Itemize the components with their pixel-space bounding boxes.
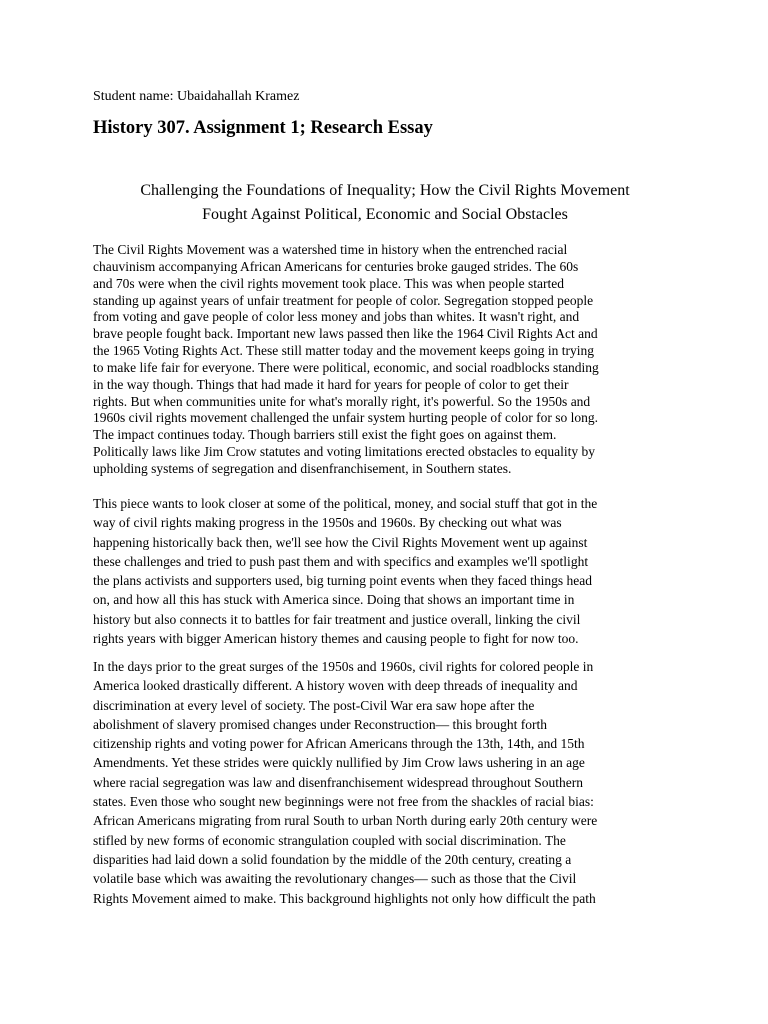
paragraph-line: history but also connects it to battles for fair treatment and justice overall, linking the civil bbox=[93, 611, 581, 627]
paragraph-line: 1960s civil rights movement challenged the unfair system hurting people of color for so long. bbox=[93, 410, 599, 426]
paragraph-line: The Civil Rights Movement was a watershed time in history when the entrenched racial bbox=[93, 242, 568, 257]
paragraph-line: rights. But when communities unite for what's morally right, it's powerful. So the 1950s and bbox=[93, 393, 591, 409]
paragraph-purpose bbox=[93, 494, 683, 648]
paragraph-line: brave people fought back. Important new laws passed then like the 1964 Civil Rights Act and bbox=[93, 326, 598, 342]
paragraph-line: states. Even those who sought new beginnings were not free from the shackles of racial bias: bbox=[93, 794, 594, 810]
paragraph-line: happening historically back then, we'll see how the Civil Rights Movement went up against bbox=[93, 534, 588, 550]
paragraph-intro bbox=[93, 242, 683, 478]
paragraph-line: citizenship rights and voting power for African Americans through the 13th, 14th, and 15th bbox=[93, 736, 585, 752]
paragraph-line: the plans activists and supporters used, big turning point events when they faced things head bbox=[93, 573, 593, 589]
paragraph-line: these challenges and tried to push past them and with specifics and examples we'll spotlight bbox=[93, 553, 589, 569]
essay-title-line: Challenging the Foundations of Inequality; How the Civil Rights Movement bbox=[140, 182, 630, 199]
paragraph-line: Rights Movement aimed to make. This background highlights not only how difficult the path bbox=[93, 890, 596, 906]
paragraph-line: way of civil rights making progress in the 1950s and 1960s. By checking out what was bbox=[93, 515, 562, 531]
paragraph-line: on, and how all this has stuck with America since. Doing that shows an important time in bbox=[93, 592, 575, 608]
paragraph-line: African Americans migrating from rural South to urban North during early 20th century were bbox=[93, 813, 598, 829]
paragraph-line: from voting and gave people of color less money and jobs than whites. It wasn't right, and bbox=[93, 309, 580, 325]
paragraph-line: Politically laws like Jim Crow statutes and voting limitations erected obstacles to equality by bbox=[93, 444, 596, 460]
essay-title bbox=[93, 179, 677, 226]
paragraph-line: to make life fair for everyone. There were political, economic, and social roadblocks standing bbox=[93, 359, 599, 375]
paragraph-line: and 70s were when the civil rights movement took place. This was when people started bbox=[93, 275, 565, 291]
paragraph-line: where racial segregation was law and disenfranchisement widespread throughout Southern bbox=[93, 774, 583, 790]
paragraph-line: upholding systems of segregation and disenfranchisement, in Southern states. bbox=[93, 460, 512, 476]
paragraph-line: America looked drastically different. A history woven with deep threads of inequality and bbox=[93, 678, 578, 694]
paragraph-line: disparities had laid down a solid foundation by the middle of the 20th century, creating a bbox=[93, 851, 572, 867]
paragraph-line: This piece wants to look closer at some of the political, money, and social stuff that got in the bbox=[93, 496, 598, 511]
paragraph-line: stifled by new forms of economic strangulation coupled with social discrimination. The bbox=[93, 832, 566, 848]
paragraph-line: in the way though. Things that had made it hard for years for people of color to get their bbox=[93, 376, 569, 392]
paragraph-line: standing up against years of unfair treatment for people of color. Segregation stopped people bbox=[93, 292, 594, 308]
paragraph-line: In the days prior to the great surges of the 1950s and 1960s, civil rights for colored people in bbox=[93, 659, 594, 674]
paragraph-line: rights years with bigger American history themes and causing people to fight for now too. bbox=[93, 631, 579, 647]
paragraph-line: abolishment of slavery promised changes under Reconstruction— this brought forth bbox=[93, 716, 548, 732]
student-name: Student name: Ubaidahallah Kramez bbox=[93, 89, 300, 104]
essay-title-line: Fought Against Political, Economic and Social Obstacles bbox=[202, 205, 568, 223]
paragraph-line: discrimination at every level of society. The post-Civil War era saw hope after the bbox=[93, 697, 535, 713]
paragraph-line: The impact continues today. Though barriers still exist the fight goes on against them. bbox=[93, 427, 557, 443]
assignment-title: History 307. Assignment 1; Research Essay bbox=[93, 118, 433, 138]
paragraph-line: Amendments. Yet these strides were quickly nullified by Jim Crow laws ushering in an age bbox=[93, 755, 585, 771]
paragraph-line: volatile base which was awaiting the revolutionary changes— such as those that the Civil bbox=[93, 871, 577, 887]
paragraph-line: the 1965 Voting Rights Act. These still matter today and the movement keeps going in trying bbox=[93, 343, 594, 359]
paragraph-background bbox=[93, 657, 683, 908]
paragraph-line: chauvinism accompanying African Americans for centuries broke gauged strides. The 60s bbox=[93, 258, 579, 274]
